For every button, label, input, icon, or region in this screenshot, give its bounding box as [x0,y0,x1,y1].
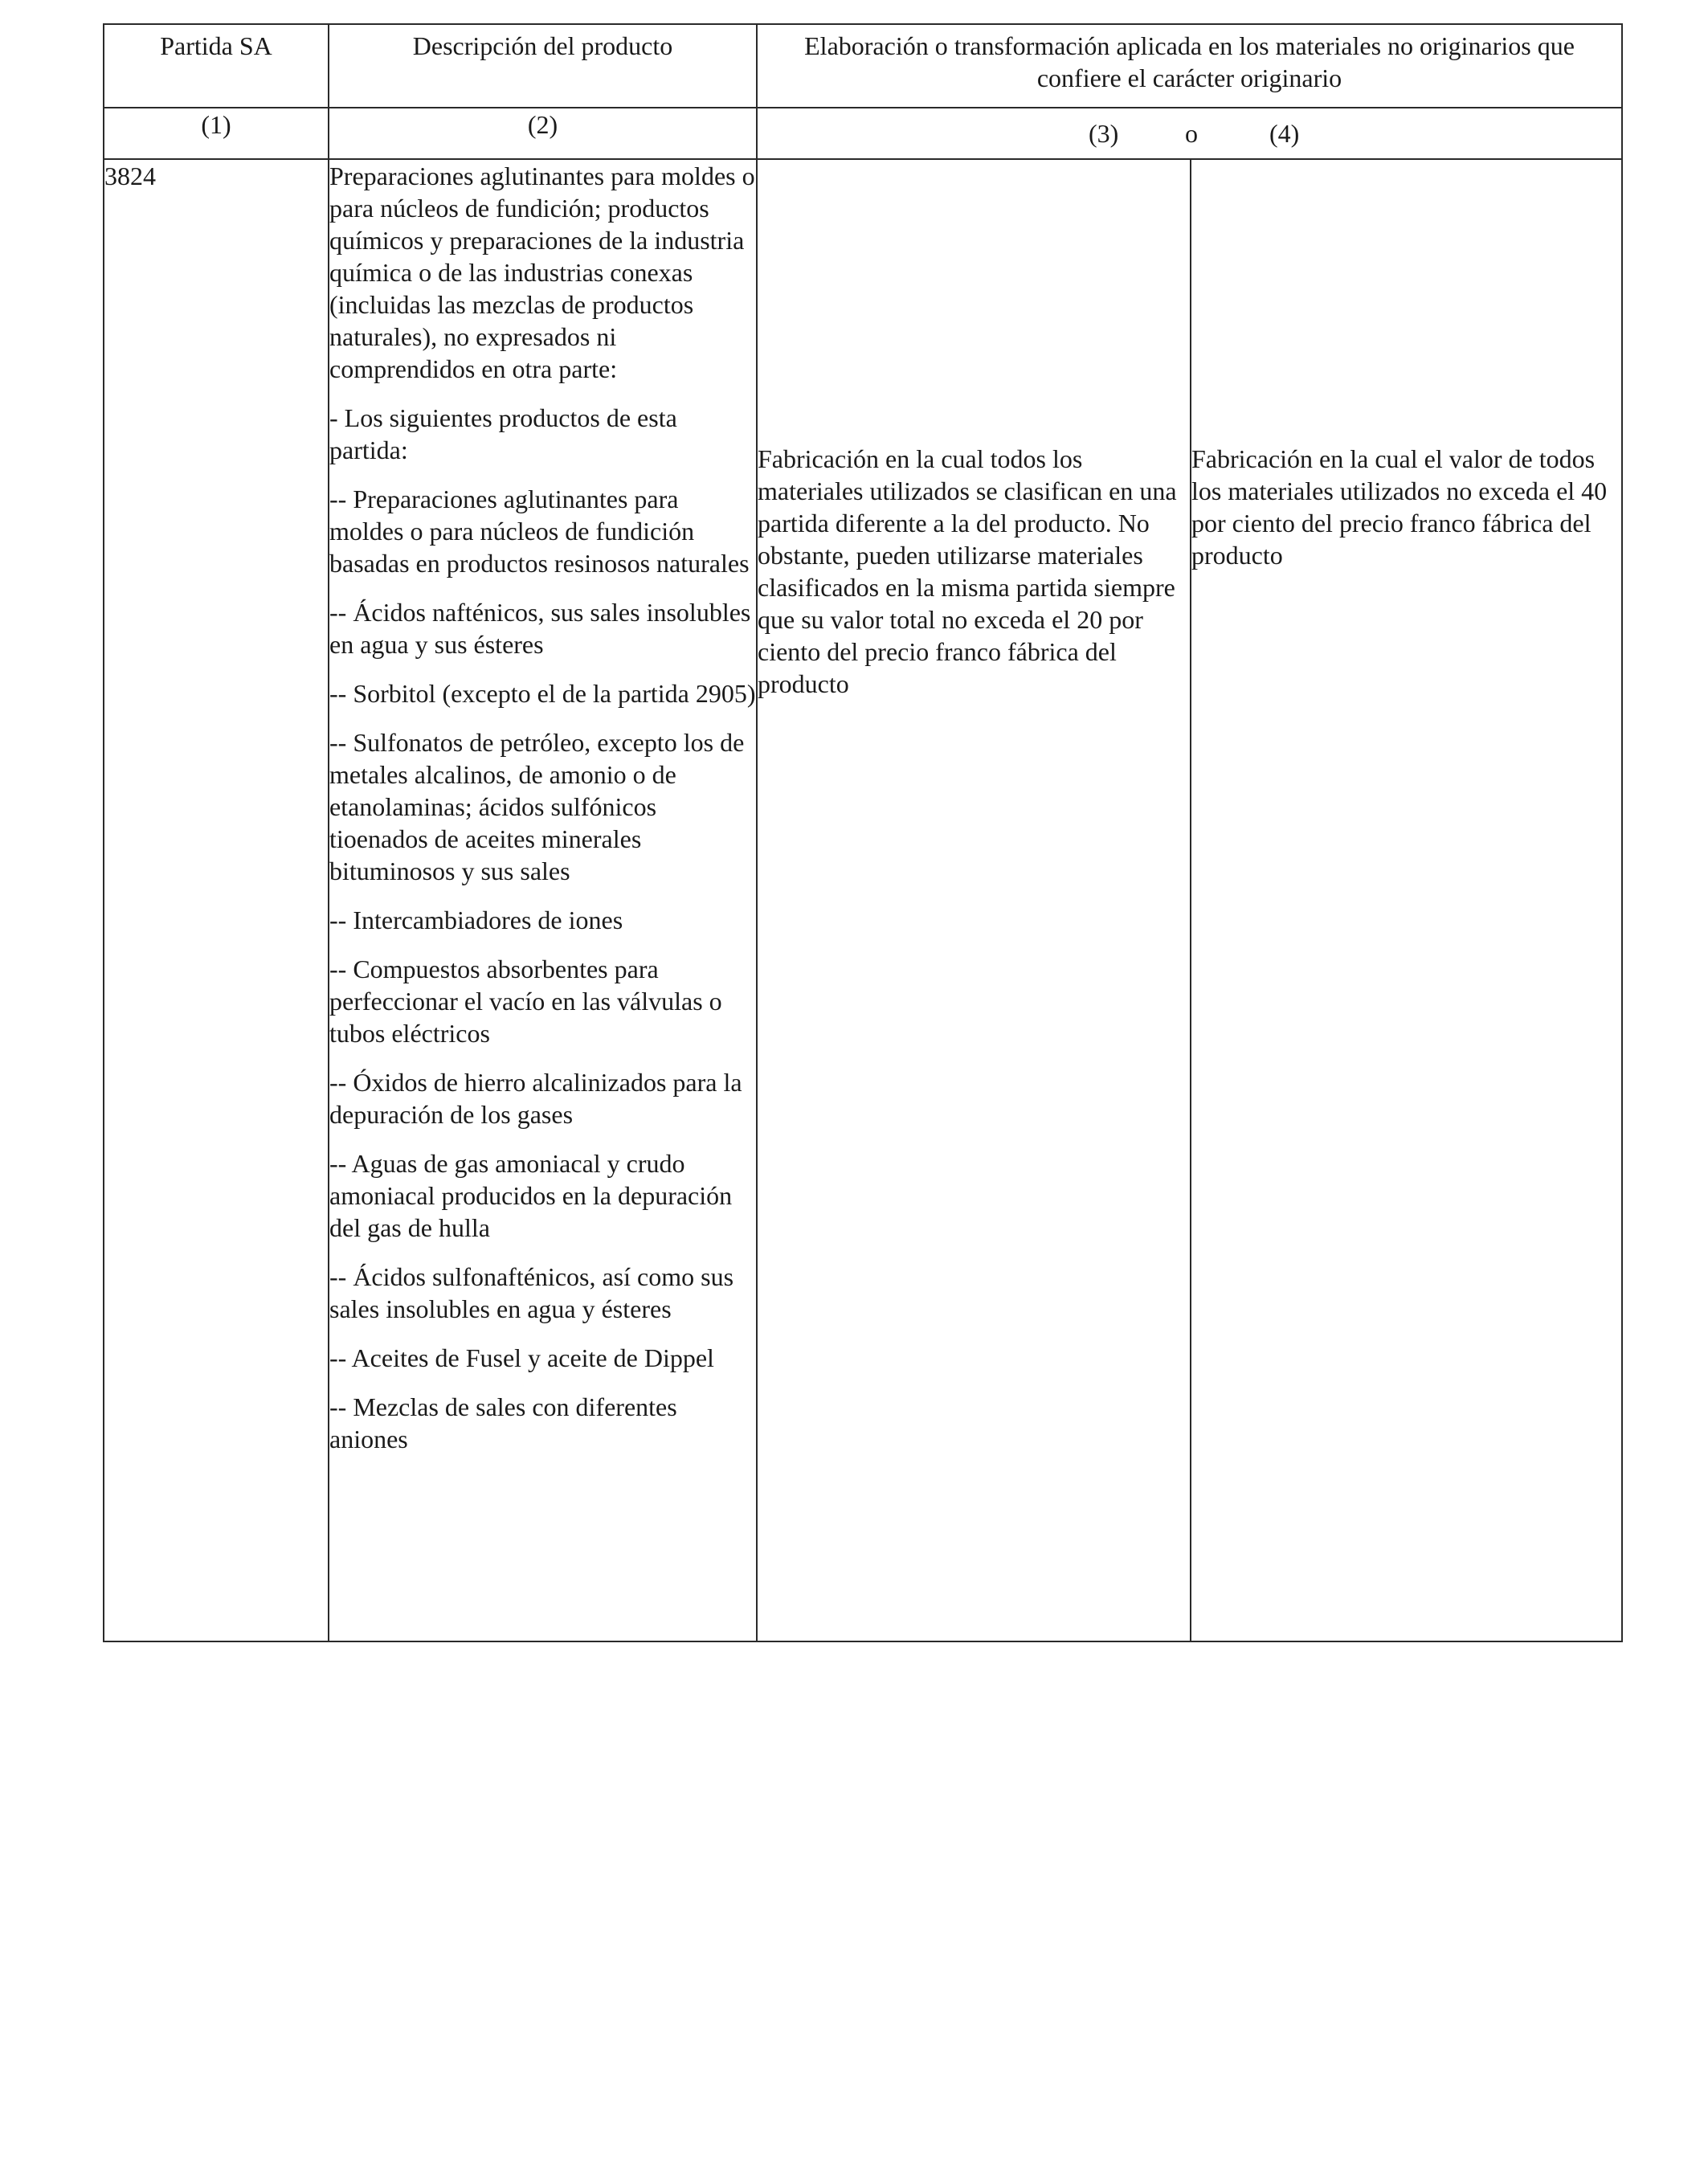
description-paragraph: Preparaciones aglutinantes para moldes o para núcleos de fundición; productos químicos y preparaciones de la industria química o de las industrias conexas (incluidas las mezclas de productos naturales), no expresados ni comprendidos en otra parte: [329,161,755,383]
description-paragraph: -- Sulfonatos de petróleo, excepto los de metales alcalinos, de amonio o de etanolaminas; ácidos sulfónicos tioenados de aceites minerales bituminosos y sus sales [329,728,745,885]
column-number-1: (1) [104,108,329,159]
header-hs-heading: Partida SA [104,24,329,108]
header-product-description: Descripción del producto [329,24,757,108]
rule-column-3-text: Fabricación en la cual todos los materiales utilizados se clasifican en una partida diferente a la del producto. No obstante, pueden utilizarse materiales clasificados en la misma partida siempre que su valor total no exceda el 20 por ciento del precio franco fábrica del producto [758,444,1177,698]
description-paragraph: -- Preparaciones aglutinantes para moldes o para núcleos de fundición basadas en productos resinosos naturales [329,484,750,578]
rules-of-origin-table [103,23,1623,1642]
description-paragraph: -- Compuestos absorbentes para perfeccionar el vacío en las válvulas o tubos eléctricos [329,955,722,1048]
column-number-4: (4) [1269,119,1300,148]
column-number-2: (2) [329,108,757,159]
header-working-processing: Elaboración o transformación aplicada en los materiales no originarios que confiere el carácter originario [757,24,1622,108]
description-paragraph: -- Aguas de gas amoniacal y crudo amoniacal producidos en la depuración del gas de hulla [329,1149,733,1242]
description-paragraph: -- Aceites de Fusel y aceite de Dippel [329,1343,714,1372]
column-number-3-or-4 [757,108,1622,159]
column-or-label: o [1185,119,1198,148]
column-number-3: (3) [1089,119,1119,148]
column-number-row [104,108,1622,159]
description-cell [329,159,757,1641]
description-paragraph: -- Ácidos nafténicos, sus sales insolubles en agua y sus ésteres [329,598,751,659]
rule-column-4-cell [1191,159,1622,1641]
rule-column-3-cell [757,159,1191,1641]
description-paragraph: -- Sorbitol (excepto el de la partida 2905) [329,679,756,708]
description-paragraph: - Los siguientes productos de esta partida: [329,403,677,464]
description-paragraph: -- Mezclas de sales con diferentes aniones [329,1392,677,1453]
rule-column-4-text: Fabricación en la cual el valor de todos los materiales utilizados no exceda el 40 por ciento del precio franco fábrica del producto [1191,444,1608,570]
table-row [104,159,1622,1641]
header-row [104,24,1622,108]
description-paragraph: -- Intercambiadores de iones [329,905,623,934]
description-paragraph: -- Óxidos de hierro alcalinizados para la depuración de los gases [329,1068,742,1129]
description-paragraph: -- Ácidos sulfonafténicos, así como sus sales insolubles en agua y ésteres [329,1262,734,1323]
hs-code-cell: 3824 [104,159,329,1641]
